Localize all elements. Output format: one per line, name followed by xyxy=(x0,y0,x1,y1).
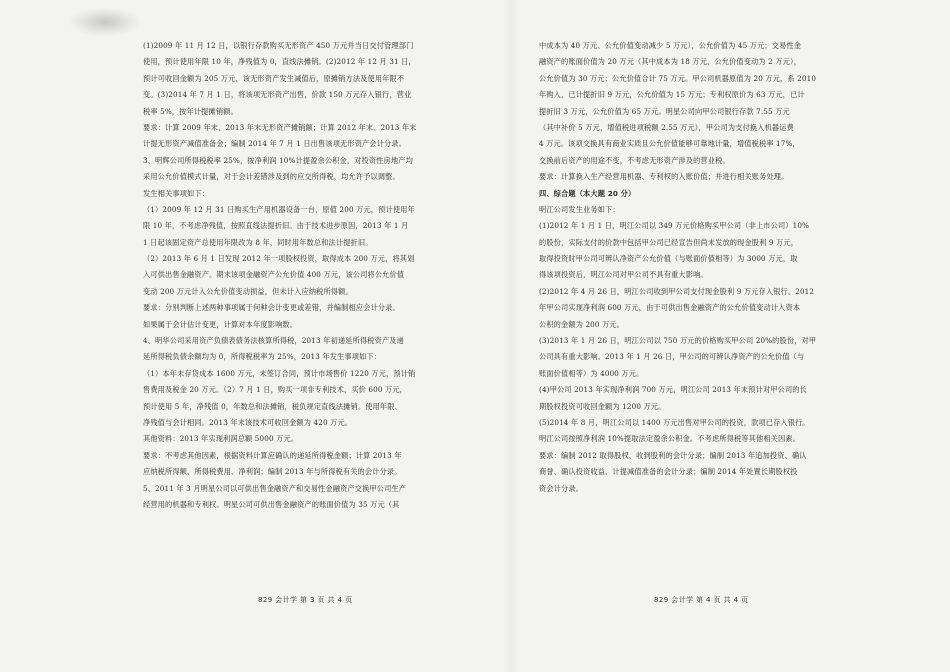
text-line: 计提无形资产减值准备金；编制 2014 年 7 月 1 日出售该项无形资产会计分录。 xyxy=(143,139,407,149)
text-line: (2)2012 年 4 月 26 日，明江公司收到甲公司支付现金股利 9 万元存入银行。2012 xyxy=(539,286,815,296)
text-line: (3)2013 年 1 月 26 日，明江公司以 750 万元的价格购买甲公司 20%的股份，对甲 xyxy=(539,336,817,346)
text-line: 明江公司发生业务如下： xyxy=(539,204,620,214)
text-line: 变。(3)2014 年 7 月 1 日，将该项无形资产出售，价款 150 万元存入银行，营业 xyxy=(143,90,412,100)
text-line: 4、明华公司采用资产负债表债务法核算所得税，2013 年初递延所得税资产及递 xyxy=(143,336,404,346)
text-line: 净残值与会计相同。2013 年末该技术可收回金额为 420 万元。 xyxy=(143,417,353,427)
book-gutter xyxy=(503,0,519,672)
text-line: 要求：计算换入生产经营用机器、专利权的入账价值；并进行相关账务处理。 xyxy=(539,172,789,182)
text-line: 的股份，实际支付的价款中包括甲公司已经宣告但尚未发放的现金股利 9 万元， xyxy=(539,237,799,247)
text-line: 四、综合题（本大题 20 分） xyxy=(539,188,636,198)
text-line: 采用公允价值模式计量，对于会计差错涉及到的应交所得税，均允许予以调整。 xyxy=(143,172,400,182)
text-line: 要求：分别判断上述两种事项属于何种会计变更或差错，并编制相应会计分录。 xyxy=(143,303,400,313)
text-line: 要求：编制 2012 取得股权、收到股利的会计分录；编制 2013 年追加投资、确认 xyxy=(539,450,807,460)
text-line: 取得投资时甲公司可辨认净资产公允价值（与账面价值相等）为 3000 万元，取 xyxy=(539,254,798,264)
text-line: 明江公司按照净利润 10%提取法定盈余公积金。不考虑所得税等其他相关因素。 xyxy=(539,434,801,444)
text-line: 限 10 年，不考虑净残值，按照直线法提折旧。由于技术进步原因，2013 年 1 月 xyxy=(143,221,409,231)
text-line: 交换前后资产的用途不变，不考虑无形资产涉及的营业税。 xyxy=(539,155,730,165)
text-line: 应纳税所得额、所得税费用、净利润；编制 2013 年与所得税有关的会计分录。 xyxy=(143,467,402,477)
text-line: 3、明辉公司所得税税率 25%，按净利润 10%计提盈余公积金，对投资性房地产均 xyxy=(143,155,413,165)
text-line: 其他资料：2013 年实现利润总额 5000 万元。 xyxy=(143,434,299,444)
text-line: 要求：不考虑其他因素，根据资料计算应确认的递延所得税金额；计算 2013 年 xyxy=(143,450,402,460)
text-line: (5)2014 年 8 月，明江公司以 1400 万元出售对甲公司的投资，款项已存入银行。 xyxy=(539,417,810,427)
text-line: 税率 5%，按年计提摊销额。 xyxy=(143,106,238,116)
text-line: 如果属于会计估计变更，计算对本年度影响数。 xyxy=(143,319,298,329)
text-line: 账面价值相等）为 4000 万元。 xyxy=(539,368,644,378)
text-line: 期股权投资可收回金额为 1200 万元。 xyxy=(539,401,666,411)
text-line: （1）本年末存货成本 1600 万元，未签订合同，预计市场售价 1220 万元，预计销 xyxy=(143,368,416,378)
text-line: 融资产的账面价值为 20 万元（其中成本为 18 万元、公允价值变动为 2 万元）， xyxy=(539,57,802,67)
text-line: 延所得税负债余额均为 0，所得税税率为 25%，2013 年发生事项如下： xyxy=(143,352,382,362)
text-line: (1)2009 年 11 月 12 日，以银行存款购买无形资产 450 万元并当日交付管理部门 xyxy=(143,41,414,50)
text-line: 4 万元。该项交换具有商业实质且公允价值能够可靠地计量，增值税税率 17%， xyxy=(539,139,800,149)
text-line: 中成本为 40 万元、公允价值变动减少 5 万元），公允价值为 45 万元；交易性金 xyxy=(539,41,802,50)
text-line: （2）2013 年 6 月 1 日发现 2012 年一项股权投资，取得成本 200 万元，将其划 xyxy=(143,254,415,264)
text-line: 售费用及税金 20 万元。（2）7 月 1 日，购买一项非专利技术，买价 600 万元， xyxy=(143,385,408,395)
text-line: 发生相关事项如下： xyxy=(143,188,210,198)
left-page xyxy=(143,38,483,578)
left-page-footer: 829 会计学 第 3 页 共 4 页 xyxy=(258,596,353,604)
text-line: 1 日起该固定资产总使用年限改为 8 年，同时用年数总和法计提折旧。 xyxy=(143,237,373,247)
text-line: 公允价值为 30 万元；公允价值合计 75 万元。甲公司机器原值为 20 万元，系 2010 xyxy=(539,73,817,83)
text-line: 预计可收回金额为 205 万元，该无形资产发生减值后，原摊销方法及使用年限不 xyxy=(143,73,405,83)
right-page xyxy=(539,38,876,578)
text-line: (4)甲公司 2013 年实现净利润 700 万元，明江公司 2013 年末预计对甲公司的长 xyxy=(539,385,807,395)
text-line: （1）2009 年 12 月 31 日购买生产用机器设备一台，原值 200 万元，预计使用年 xyxy=(143,204,415,214)
text-line: （其中补价 5 万元，增值税进项税额 2.55 万元），甲公司为支付换入机器运费 xyxy=(539,122,794,132)
text-line: (1)2012 年 1 月 1 日，明江公司以 349 万元价格购买甲公司（非上市公司）10% xyxy=(539,221,810,231)
text-line: 预计使用 5 年，净残值 0，年数总和法摊销，税负规定直线法摊销。使用年限、 xyxy=(143,401,402,411)
scan-smudge xyxy=(70,8,140,36)
right-page-footer: 829 会计学 第 4 页 共 4 页 xyxy=(654,596,749,604)
text-line: 变动 200 万元计入公允价值变动损益，但未计入应纳税所得额。 xyxy=(143,286,353,296)
text-line: 得该项投资后，明江公司对甲公司不具有重大影响。 xyxy=(539,270,708,280)
text-line: 使用，预计使用年限 10 年，净残值为 0，直线法摊销。(2)2012 年 12 月 31 日， xyxy=(143,57,416,67)
text-line: 公司具有重大影响。2013 年 1 月 26 日，甲公司的可辨认净资产的公允价值（与 xyxy=(539,352,805,362)
text-line: 要求：计算 2009 年末、2013 年末无形资产摊销额；计算 2012 年末、2013 年末 xyxy=(143,122,417,132)
text-line: 提折旧 3 万元，公允价值为 65 万元。明星公司向甲公司银行存款 7.55 万元 xyxy=(539,106,790,116)
text-line: 年甲公司实现净利润 600 万元，由于可供出售金融资产的公允价值变动计入资本 xyxy=(539,303,801,313)
text-line: 5、2011 年 3 月明星公司以可供出售金融资产和交易性金融资产交换甲公司生产 xyxy=(143,483,407,493)
text-line: 资会计分录。 xyxy=(539,483,584,493)
text-line: 年购入，已计提折旧 9 万元，公允价值为 15 万元；专利权原价为 63 万元，已计 xyxy=(539,90,805,100)
text-line: 公积的金额为 200 万元。 xyxy=(539,319,625,329)
text-line: 商誉、确认投资收益、计提减值准备的会计分录；编制 2014 年处置长期股权投 xyxy=(539,467,798,477)
text-line: 入可供出售金融资产。期末该项金融资产公允价值 400 万元，该公司将公允价值 xyxy=(143,270,405,280)
text-line: 经营用的机器和专利权。明星公司可供出售金融资产的账面价值为 35 万元（其 xyxy=(143,499,400,509)
